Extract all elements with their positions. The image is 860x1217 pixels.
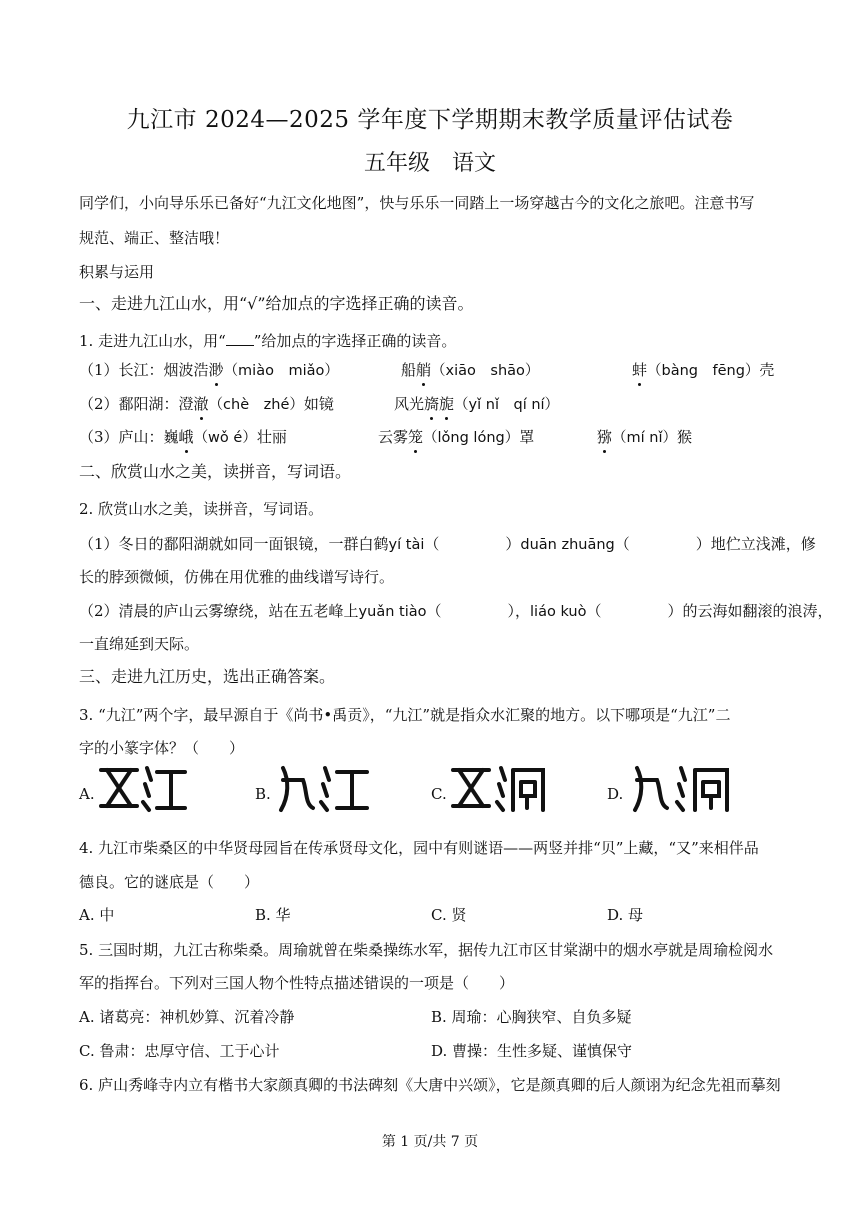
- answer-blank: [226, 333, 254, 346]
- pinyin-prompt: liáo kuò: [530, 604, 587, 620]
- dotted-char: 渺: [208, 361, 224, 379]
- pinyin-choice: （lǒng lóng）: [423, 430, 520, 446]
- section-3-heading: 三、走进九江历史，选出正确答案。: [79, 667, 336, 686]
- q4-option-a[interactable]: A. 中: [79, 906, 115, 924]
- pinyin-prompt: yuǎn tiào: [358, 604, 427, 620]
- q5-option-b[interactable]: B. 周瑜：心胸狭窄、自负多疑: [431, 1008, 632, 1026]
- question-4-line-2: 德良。它的谜底是（ ）: [79, 873, 260, 891]
- seal-script-image: [273, 760, 373, 816]
- section-1-heading: 一、走进九江山水，用“√”给加点的字选择正确的读音。: [79, 294, 474, 313]
- seal-script-image: [97, 760, 189, 816]
- q1-row-3-item-3: 猕（mí nǐ）猴: [597, 428, 693, 446]
- exam-subtitle: 五年级 语文: [363, 151, 496, 176]
- dotted-char: 旎: [439, 395, 455, 413]
- dotted-char: 蚌: [632, 361, 648, 379]
- part-heading: 积累与运用: [79, 263, 155, 281]
- question-2: 2. 欣赏山水之美，读拼音，写词语。: [79, 500, 324, 518]
- question-4-line-1: 4. 九江市柴桑区的中华贤母园旨在传承贤母文化，园中有则谜语——两竖并排“贝”上藏，“又”来相伴品: [79, 839, 759, 857]
- q4-option-c[interactable]: C. 贤: [431, 906, 467, 924]
- pinyin-choice: （miào miǎo）: [223, 363, 339, 379]
- page-footer: 第 1 页/共 7 页: [381, 1134, 479, 1150]
- question-3-line-2: 字的小篆字体？（ ）: [79, 739, 245, 757]
- question-5-line-2: 军的指挥台。下列对三国人物个性特点描述错误的一项是（ ）: [79, 974, 515, 992]
- dotted-char: 澈: [193, 395, 209, 413]
- pinyin-choice: （wǒ é）: [193, 430, 257, 446]
- question-6-line-1: 6. 庐山秀峰寺内立有楷书大家颜真卿的书法碑刻《大唐中兴颂》，它是颜真卿的后人颜诩为纪念先祖而摹刻: [79, 1076, 781, 1094]
- q2-passage-1: （1）冬日的鄱阳湖就如同一面银镜，一群白鹤yí tài（ ）duān zhuāng（ ）地伫立浅滩，修: [79, 535, 816, 553]
- q2-passage-2: （2）清晨的庐山云雾缭绕，站在五老峰上yuǎn tiào（ ），liáo kuò（ ）的云海如翻滚的浪涛，: [79, 602, 833, 620]
- pinyin-choice: （yǐ nǐ qí ní）: [454, 397, 560, 413]
- q1-row-3-item-2: 云雾笼（lǒng lóng）罩: [378, 428, 535, 446]
- q5-option-d[interactable]: D. 曹操：生性多疑、谨慎保守: [431, 1042, 633, 1060]
- dotted-char: 峨: [178, 428, 194, 446]
- dotted-char: 猕: [597, 428, 613, 446]
- q1-row-1-item-3: 蚌（bàng fēng）壳: [632, 361, 775, 379]
- pinyin-choice: （xiāo shāo）: [431, 363, 540, 379]
- q2-passage-1-line-2: 长的脖颈微倾，仿佛在用优雅的曲线谱写诗行。: [79, 568, 395, 586]
- intro-line-2: 规范、端正、整洁哦！: [79, 229, 230, 247]
- pinyin-choice: （chè zhé）: [208, 397, 304, 413]
- pinyin-choice: （mí nǐ）: [612, 430, 677, 446]
- dotted-char: 旖: [424, 395, 440, 413]
- section-2-heading: 二、欣赏山水之美，读拼音，写词语。: [79, 462, 352, 481]
- q1-row-3: （3）庐山：巍峨（wǒ é）壮丽: [79, 428, 287, 446]
- q3-seal-options: A. B. C. D.: [79, 760, 779, 820]
- question-1: 1. 走进九江山水，用“ ”给加点的字选择正确的读音。: [79, 332, 457, 350]
- q1-row-2: （2）鄱阳湖：澄澈（chè zhé）如镜: [79, 395, 334, 413]
- q4-option-d[interactable]: D. 母: [607, 906, 644, 924]
- exam-title: 九江市 2024—2025 学年度下学期期末教学质量评估试卷: [126, 107, 734, 133]
- intro-line-1: 同学们，小向导乐乐已备好“九江文化地图”，快与乐乐一同踏上一场穿越古今的文化之旅吧。注意书写: [79, 194, 755, 212]
- dotted-char: 艄: [416, 361, 432, 379]
- seal-script-image: [449, 760, 549, 816]
- q1-row-1-item-2: 船艄（xiāo shāo）: [401, 361, 540, 379]
- q1-row-2-item-2: 风光旖旎（yǐ nǐ qí ní）: [394, 395, 560, 413]
- question-5-line-1: 5. 三国时期，九江古称柴桑。周瑜就曾在柴桑操练水军，据传九江市区甘棠湖中的烟水亭就是周瑜检阅水: [79, 941, 774, 959]
- question-3-line-1: 3. “九江”两个字，最早源自于《尚书•禹贡》，“九江”就是指众水汇聚的地方。以下哪项是“九江”二: [79, 706, 731, 724]
- q5-option-c[interactable]: C. 鲁肃：忠厚守信、工于心计: [79, 1042, 280, 1060]
- pinyin-prompt: duān zhuāng: [520, 537, 615, 553]
- seal-script-image: [625, 760, 735, 816]
- q5-option-a[interactable]: A. 诸葛亮：神机妙算、沉着冷静: [79, 1008, 295, 1026]
- q1-row-1: （1）长江：烟波浩渺（miào miǎo）: [79, 361, 339, 379]
- dotted-char: 笼: [408, 428, 424, 446]
- q4-option-b[interactable]: B. 华: [255, 906, 291, 924]
- pinyin-prompt: yí tài: [388, 537, 425, 553]
- pinyin-choice: （bàng fēng）: [647, 363, 760, 379]
- q2-passage-2-line-2: 一直绵延到天际。: [79, 635, 200, 653]
